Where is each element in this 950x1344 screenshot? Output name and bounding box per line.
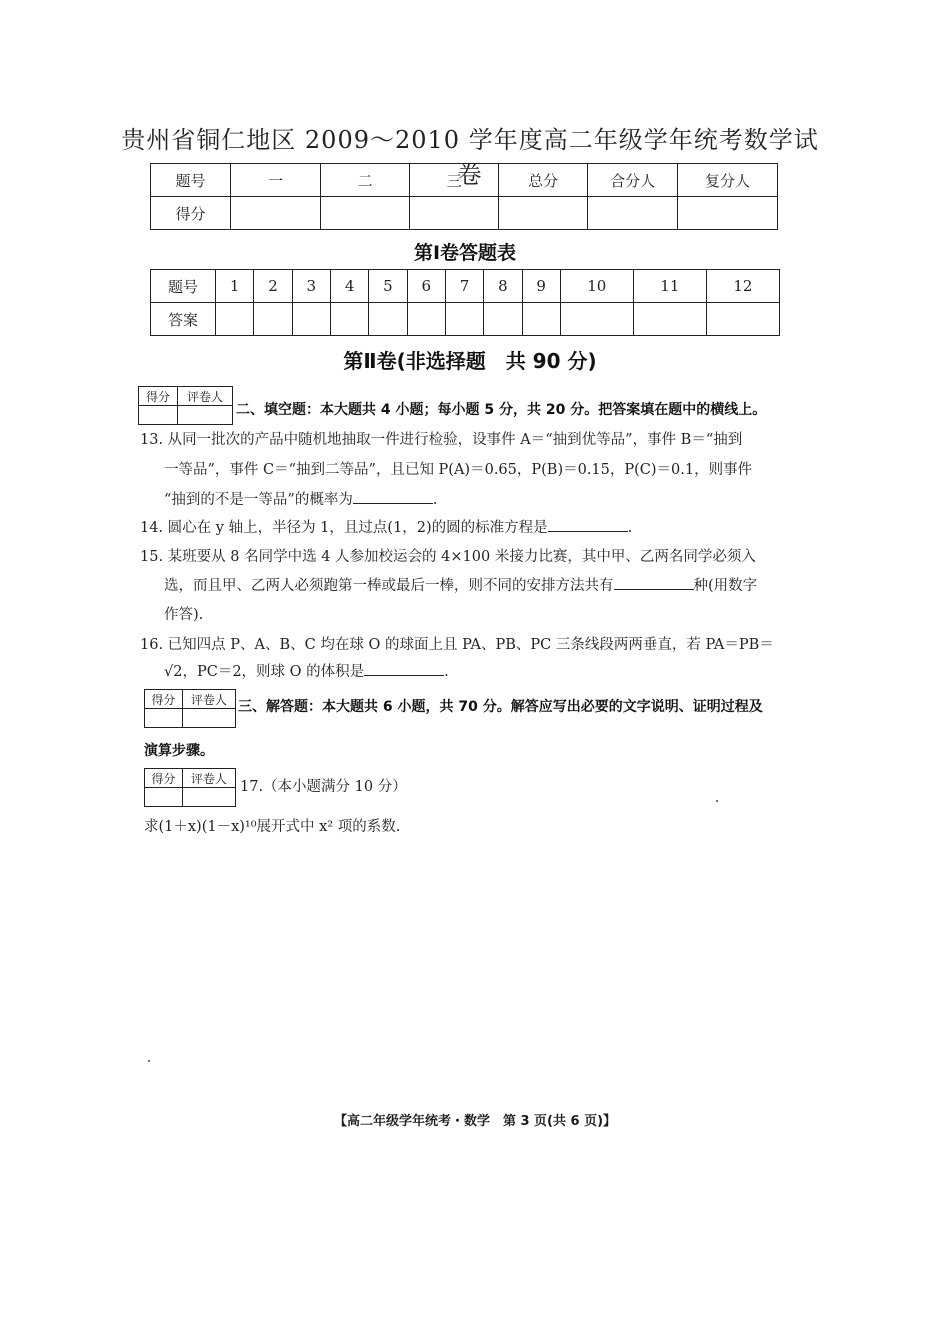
q15-text: 选，而且甲、乙两人必须跑第一棒或最后一棒，则不同的安排方法共有: [164, 578, 614, 594]
q13-line2: 一等品”，事件 C＝“抽到二等品”，且已知 P(A)＝0.65，P(B)＝0.15，P(C)＝0.1，则事件: [164, 462, 753, 478]
answer-row-label: 答案: [151, 303, 216, 336]
part1-heading: 第Ⅰ卷答题表: [413, 242, 517, 264]
answer-cell: [445, 303, 483, 336]
grader-name-cell: [177, 406, 232, 425]
question-number-cell: 9: [522, 270, 560, 303]
q13-answer-blank[interactable]: [353, 489, 433, 504]
q16-period: .: [444, 664, 449, 680]
score-col-header: 二: [321, 164, 410, 197]
grader-score-label: 得分: [139, 387, 178, 406]
section3-instruction: 三、解答题：本大题共 6 小题，共 70 分。解答应写出必要的文字说明、证明过程及: [238, 699, 763, 715]
q15-line3: 作答).: [164, 607, 204, 623]
q13-line1: 13. 从同一批次的产品中随机地抽取一件进行检验，设事件 A＝“抽到优等品”，事件 B＝“抽到: [140, 432, 743, 448]
question-number-cell: 6: [407, 270, 445, 303]
answer-cell: [216, 303, 254, 336]
score-cell: [499, 197, 588, 230]
q17-body: 求(1＋x)(1－x)¹⁰展开式中 x² 项的系数.: [144, 819, 401, 835]
score-col-header: 题号: [151, 164, 231, 197]
score-col-header: 复分人: [678, 164, 778, 197]
grader-box: [144, 689, 236, 728]
q16-text: √2，PC＝2，则球 O 的体积是: [164, 664, 365, 680]
page-footer: 【高二年级学年统考・数学 第 3 页(共 6 页)】: [333, 1114, 617, 1129]
score-cell: [588, 197, 678, 230]
grader-name-label: 评卷人: [182, 769, 235, 788]
answer-row-label: 题号: [151, 270, 216, 303]
section2-instruction: 二、填空题：本大题共 4 小题；每小题 5 分，共 20 分。把答案填在题中的横线上。: [236, 402, 767, 418]
grader-score-cell: [145, 709, 183, 728]
q14: [140, 513, 632, 544]
score-table-score-row: [151, 197, 778, 230]
exam-title: 贵州省铜仁地区 2009～2010 学年度高二年级学年统考数学试卷: [121, 126, 819, 189]
answer-cell: [706, 303, 779, 336]
q17-heading: 17.（本小题满分 10 分）: [240, 779, 407, 795]
score-col-header: 总分: [499, 164, 588, 197]
answer-cell: [522, 303, 560, 336]
answer-cell: [407, 303, 445, 336]
score-col-header: 合分人: [588, 164, 678, 197]
q14-period: .: [627, 520, 633, 536]
grader-score-cell: [145, 788, 183, 807]
score-table: [150, 163, 778, 230]
answer-table: [150, 269, 780, 336]
part2-heading: 第Ⅱ卷(非选择题 共 90 分): [343, 349, 597, 373]
q16-answer-blank[interactable]: [364, 661, 444, 676]
score-col-header: 一: [231, 164, 321, 197]
answer-cell: [484, 303, 522, 336]
q14-answer-blank[interactable]: [548, 517, 628, 532]
question-number-cell: 2: [254, 270, 292, 303]
grader-name-cell: [182, 709, 235, 728]
answer-cell: [560, 303, 633, 336]
q13-line3: [164, 485, 437, 516]
q15-line1: 15. 某班要从 8 名同学中选 4 人参加校运会的 4×100 米接力比赛，其中甲、乙两名同学必须入: [140, 549, 756, 565]
answer-cell: [369, 303, 407, 336]
grader-name-label: 评卷人: [182, 690, 235, 709]
grader-score-cell: [139, 406, 178, 425]
answer-cell: [292, 303, 330, 336]
grader-box: [144, 768, 236, 807]
question-number-cell: 1: [216, 270, 254, 303]
answer-cell: [633, 303, 706, 336]
q15-text-end: 种(用数字: [693, 578, 758, 594]
q15-line2: [164, 571, 757, 602]
question-number-cell: 5: [369, 270, 407, 303]
question-number-cell: 4: [330, 270, 368, 303]
grader-score-label: 得分: [145, 690, 183, 709]
q13-text: “抽到的不是一等品”的概率为: [164, 492, 353, 508]
scan-speck: [716, 800, 718, 802]
grader-box: [138, 386, 233, 425]
score-cell: [678, 197, 778, 230]
q13-period: .: [432, 492, 438, 508]
q16-line2: [164, 657, 449, 688]
section3-instruction-cont: 演算步骤。: [144, 743, 214, 759]
score-col-header: 三: [410, 164, 499, 197]
question-number-cell: 10: [560, 270, 633, 303]
q14-text: 14. 圆心在 y 轴上，半径为 1，且过点(1，2)的圆的标准方程是: [140, 520, 548, 536]
question-number-cell: 11: [633, 270, 706, 303]
answer-table-number-row: [151, 270, 780, 303]
score-table-header-row: [151, 164, 778, 197]
question-number-cell: 12: [706, 270, 779, 303]
answer-cell: [254, 303, 292, 336]
q15-answer-blank[interactable]: [614, 575, 694, 590]
q16-line1: 16. 已知四点 P、A、B、C 均在球 O 的球面上且 PA、PB、PC 三条线段两两垂直，若 PA＝PB＝: [140, 637, 774, 653]
score-cell: [410, 197, 499, 230]
grader-score-label: 得分: [145, 769, 183, 788]
answer-table-answer-row: [151, 303, 780, 336]
score-cell: [231, 197, 321, 230]
scan-speck: [148, 1060, 150, 1062]
question-number-cell: 8: [484, 270, 522, 303]
question-number-cell: 7: [445, 270, 483, 303]
question-number-cell: 3: [292, 270, 330, 303]
grader-name-label: 评卷人: [177, 387, 232, 406]
score-row-label: 得分: [151, 197, 231, 230]
answer-cell: [330, 303, 368, 336]
score-cell: [321, 197, 410, 230]
grader-name-cell: [182, 788, 235, 807]
